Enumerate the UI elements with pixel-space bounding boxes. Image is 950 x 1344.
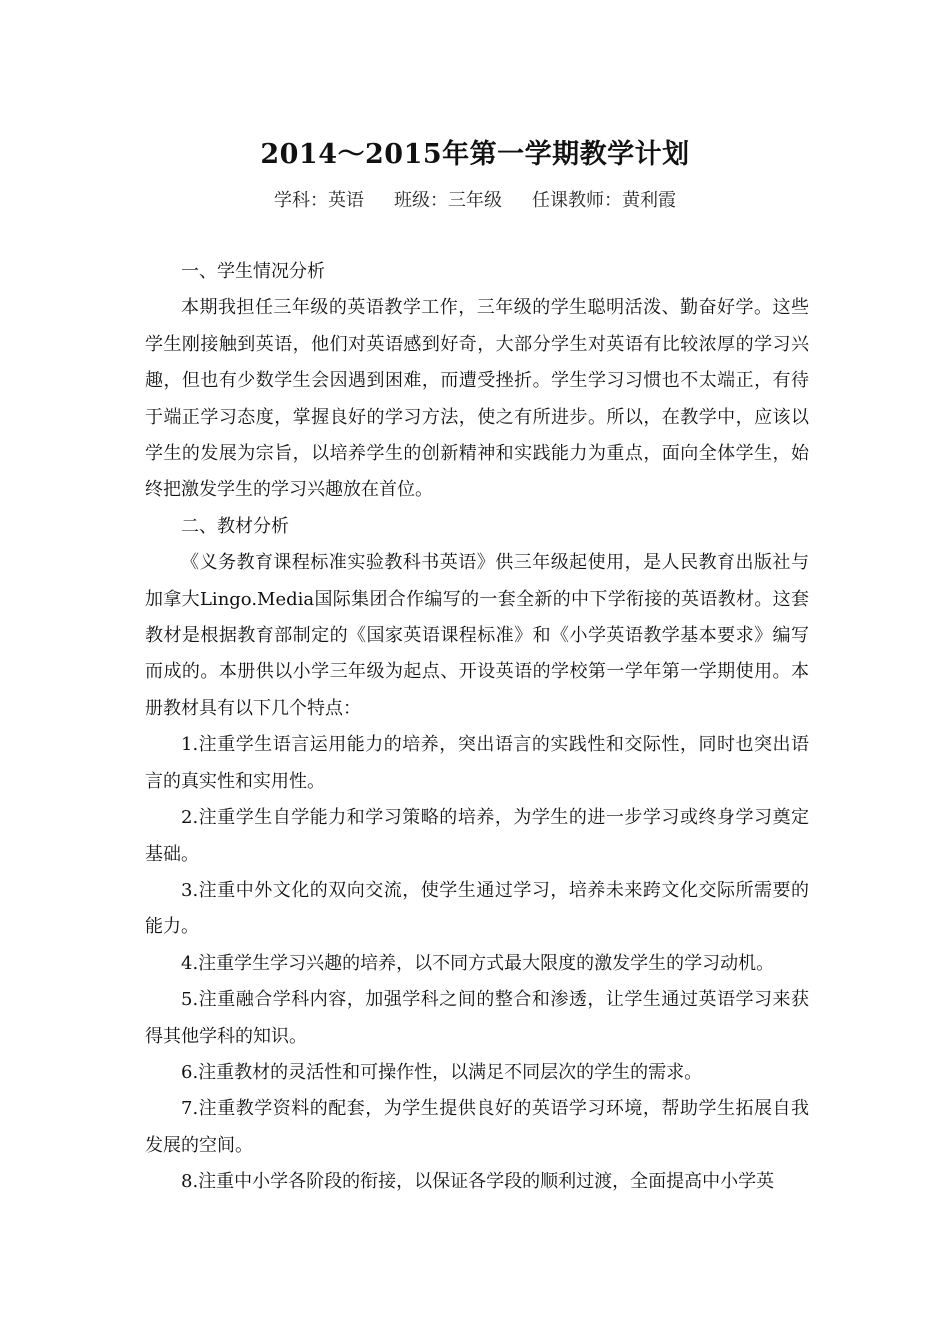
paragraph-textbook-intro: 《义务教育课程标准实验教科书英语》供三年级起使用，是人民教育出版社与加拿大Lingo.Media国际集团合作编写的一套全新的中下学衔接的英语教材。这套教材是根据教育部制定的《国家英语课程标准》和《小学英语教学基本要求》编写而成的。本册供以小学三年级为起点、开设英语的学校第一学年第一学期使用。本册教材具有以下几个特点： (145, 552, 809, 719)
class-label: 班级：三年级 (394, 190, 502, 211)
document-title: 2014～2015年第一学期教学计划 (260, 139, 690, 170)
document-meta (0, 186, 950, 212)
section-heading-textbook-analysis: 二、教材分析 (181, 515, 289, 537)
feature-item-1: 1.注重学生语言运用能力的培养，突出语言的实践性和交际性，同时也突出语言的真实性和实用性。 (145, 734, 809, 792)
section-heading-student-analysis: 一、学生情况分析 (181, 261, 325, 282)
document-body (145, 254, 809, 1201)
feature-item-6: 6.注重教材的灵活性和可操作性，以满足不同层次的学生的需求。 (181, 1061, 703, 1083)
feature-item-7: 7.注重教学资料的配套，为学生提供良好的英语学习环境，帮助学生拓展自我发展的空间。 (145, 1098, 809, 1156)
feature-item-5: 5.注重融合学科内容，加强学科之间的整合和渗透，让学生通过英语学习来获得其他学科的知识。 (145, 989, 809, 1047)
feature-item-8: 8.注重中小学各阶段的衔接，以保证各学段的顺利过渡，全面提高中小学英 (181, 1171, 775, 1193)
feature-item-2: 2.注重学生自学能力和学习策略的培养，为学生的进一步学习或终身学习奠定基础。 (145, 807, 809, 865)
subject-label: 学科：英语 (274, 190, 364, 211)
teacher-label: 任课教师：黄利霞 (532, 190, 676, 211)
feature-item-4: 4.注重学生学习兴趣的培养，以不同方式最大限度的激发学生的学习动机。 (181, 952, 775, 974)
feature-item-3: 3.注重中外文化的双向交流，使学生通过学习，培养未来跨文化交际所需要的能力。 (145, 879, 809, 938)
paragraph-student-analysis: 本期我担任三年级的英语教学工作，三年级的学生聪明活泼、勤奋好学。这些学生刚接触到英语，他们对英语感到好奇，大部分学生对英语有比较浓厚的学习兴趣，但也有少数学生会因遇到困难，而遭受挫折。学生学习习惯也不太端正，有待于端正学习态度，掌握良好的学习方法，使之有所进步。所以，在教学中，应该以学生的发展为宗旨，以培养学生的创新精神和实践能力为重点，面向全体学生，始终把激发学生的学习兴趣放在首位。 (145, 297, 809, 501)
